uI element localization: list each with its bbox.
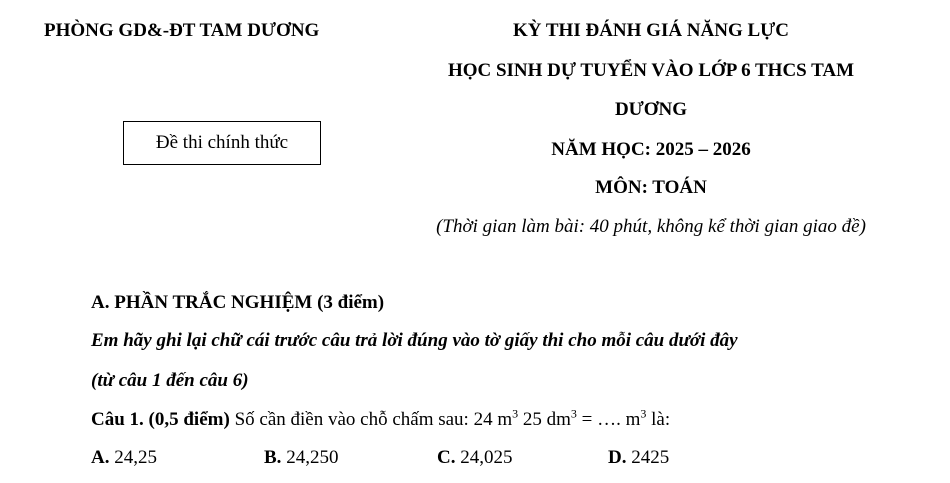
option-b xyxy=(264,447,338,469)
option-a-letter: A. xyxy=(91,447,110,468)
section-a-instruction-2: (từ câu 1 đến câu 6) xyxy=(91,370,249,391)
option-c-letter: C. xyxy=(437,447,456,468)
question-1-text-mid2: = …. m xyxy=(576,409,641,430)
subject: MÔN: TOÁN xyxy=(595,177,707,198)
question-1-sup-2: 3 xyxy=(570,406,577,421)
question-1-text-mid: 25 dm xyxy=(518,409,571,430)
official-exam-box xyxy=(123,121,321,165)
option-d-letter: D. xyxy=(608,447,627,468)
department-name: PHÒNG GD&-ĐT TAM DƯƠNG xyxy=(44,20,320,41)
exam-title-line-1: KỲ THI ĐÁNH GIÁ NĂNG LỰC xyxy=(512,20,790,41)
time-note: (Thời gian làm bài: 40 phút, không kể thời gian giao đề) xyxy=(436,216,866,237)
option-a-value: 24,25 xyxy=(109,447,157,468)
option-c xyxy=(437,447,512,469)
question-1-text-after: là: xyxy=(646,409,671,430)
option-b-letter: B. xyxy=(264,447,282,468)
option-b-value: 24,250 xyxy=(281,447,339,468)
official-exam-label: Đề thi chính thức xyxy=(155,132,289,153)
question-1-label: Câu 1. (0,5 điểm) xyxy=(91,409,230,430)
option-a xyxy=(91,447,157,469)
section-a-instruction-1: Em hãy ghi lại chữ cái trước câu trả lời đúng vào tờ giấy thi cho mỗi câu dưới đây xyxy=(91,330,738,351)
question-1-sup-1: 3 xyxy=(512,406,519,421)
question-1-text-before: Số cần điền vào chỗ chấm sau: 24 m xyxy=(229,409,513,430)
option-d xyxy=(608,447,669,469)
exam-title-line-2: HỌC SINH DỰ TUYỂN VÀO LỚP 6 THCS TAM xyxy=(447,60,855,81)
section-a-heading: A. PHẦN TRẮC NGHIỆM (3 điểm) xyxy=(91,292,385,313)
school-year: NĂM HỌC: 2025 – 2026 xyxy=(551,139,751,160)
question-1 xyxy=(91,406,671,431)
question-1-sup-3: 3 xyxy=(640,406,647,421)
exam-title-line-3: DƯƠNG xyxy=(614,99,688,120)
option-c-value: 24,025 xyxy=(455,447,513,468)
option-d-value: 2425 xyxy=(626,447,670,468)
